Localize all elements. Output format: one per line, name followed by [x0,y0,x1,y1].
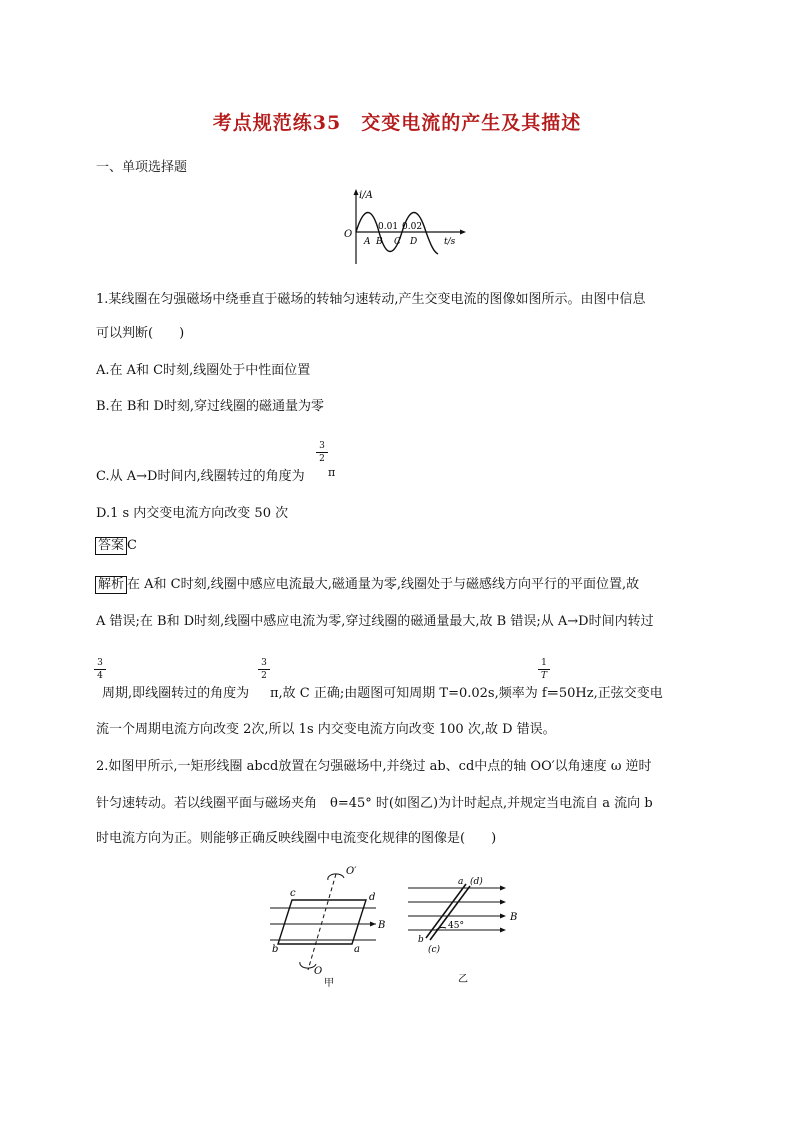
svg-text:O′: O′ [346,866,357,877]
svg-text:B: B [510,912,518,923]
field-arrow [370,922,376,927]
coil-edge [430,886,470,940]
analysis-fraction-3-2: 3 2 [258,658,270,681]
q1-stem-line1: 1.某线圈在匀强磁场中绕垂直于磁场的转轴匀速转动,产生交变电流的图像如图所示。由图中信息 [96,292,646,307]
figure-yi [402,872,532,992]
svg-text:O: O [314,966,323,977]
svg-text:45°: 45° [448,921,464,931]
q2-stem-line3: 时电流方向为正。则能够正确反映线圈中电流变化规律的图像是( ) [96,831,497,846]
x-axis-arrow [460,230,466,235]
section-heading: 一、单项选择题 [96,160,188,175]
y-axis-arrow [354,189,359,195]
svg-text:a: a [354,944,360,955]
point-b-label: B [376,237,383,247]
origin-label: O [344,229,353,240]
q1-option-b: B.在 B和 D时刻,穿过线圈的磁通量为零 [96,399,325,414]
svg-text:d: d [369,892,376,903]
svg-text:B: B [378,920,386,931]
q1-analysis-line3b: π,故 C 正确;由题图可知周期 T=0.02s,频率为 f= [270,686,558,701]
tick-label-002: 0.02 [402,222,423,232]
figure-sine-wave [338,188,468,268]
q1-option-c: C.从 A→D时间内,线圈转过的角度为 [96,469,305,484]
q1-answer [95,537,137,555]
q1-option-c-fraction [316,441,328,464]
page-title: 考点规范练35 交变电流的产生及其描述 [212,112,582,134]
analysis-fraction-1-T: 1 T [538,658,550,681]
q1-analysis-line4: 流一个周期电流方向改变 2次,所以 1s 内交变电流方向改变 100 次,故 D 错误。 [96,722,556,737]
point-a-label: A [364,237,371,247]
q1-analysis-line3a: 周期,即线圈转过的角度为 [102,686,250,701]
caption-jia: 甲 [324,978,334,989]
current-curve [356,213,438,255]
q1-option-a: A.在 A和 C时刻,线圈处于中性面位置 [96,363,311,378]
svg-text:b: b [418,935,424,945]
answer-label: 答案 [95,537,127,555]
q2-stem-line1: 2.如图甲所示,一矩形线圈 abcd放置在匀强磁场中,并绕过 ab、cd中点的轴 OO′以角速度 ω 逆时 [96,759,652,774]
q2-stem-line2: 针匀速转动。若以线圈平面与磁场夹角 θ=45° 时(如图乙)为计时起点,并规定当电流自 a 流向 b [96,796,653,811]
point-c-label: C [394,237,401,247]
figure-jia [266,862,396,992]
tick-label-001: 0.01 [378,222,399,232]
svg-text:b: b [272,944,279,955]
point-d-label: D [410,237,418,247]
analysis-text-1: 在 A和 C时刻,线圈中感应电流最大,磁通量为零,线圈处于与磁感线方向平行的平面位置,故 [127,577,640,592]
q1-stem-line2: 可以判断( ) [96,326,185,341]
q1-analysis-line3c: =50Hz,正弦交变电 [548,686,663,701]
svg-text:(d): (d) [470,877,483,887]
answer-value: C [127,538,137,553]
rotation-axis [308,874,336,970]
q1-analysis-line2: A 错误;在 B和 D时刻,线圈中感应电流为零,穿过线圈的磁通量最大,故 B 错误;从 A→D时间内转过 [96,614,654,629]
x-axis-label: t/s [444,237,456,247]
q1-option-c-pi: π [328,466,336,479]
svg-text:(c): (c) [428,945,441,955]
analysis-label: 解析 [95,576,127,594]
fraction-denominator: 2 [319,454,325,464]
q1-option-d: D.1 s 内交变电流方向改变 50 次 [96,506,289,521]
svg-text:a: a [458,877,464,887]
analysis-fraction-3-4: 3 4 [94,658,106,681]
svg-text:c: c [290,888,296,899]
fraction-numerator: 3 [319,441,325,451]
q1-analysis-line1 [95,573,639,594]
y-axis-label: i/A [359,190,373,201]
caption-yi: 乙 [458,974,468,985]
